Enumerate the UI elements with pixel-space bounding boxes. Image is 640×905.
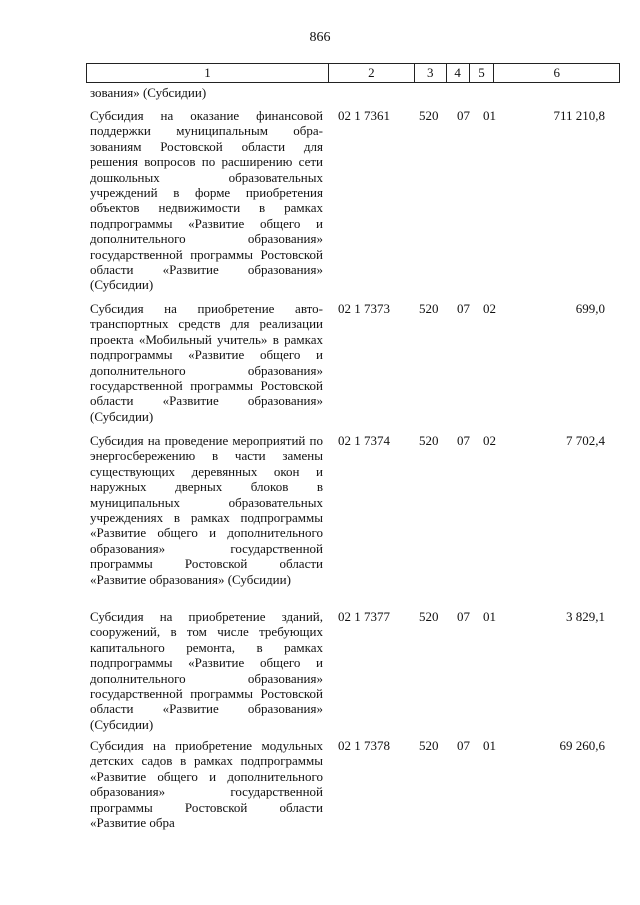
row-code: 02 1 7377 xyxy=(338,609,390,624)
row-amount: 711 210,8 xyxy=(553,108,605,123)
header-col-3: 3 xyxy=(415,64,447,82)
row-description: Субсидия на приобретение зданий, сооружений, в том числе требующих капитального ремонта, в рамках подпрограммы «Развитие общего и дополнительного образования» государственной программы Ростовской области «Развитие образования» (Субсидии) xyxy=(90,609,323,732)
row-col-4: 07 xyxy=(457,609,470,624)
row-col-3: 520 xyxy=(419,108,439,123)
row-col-4: 07 xyxy=(457,738,470,753)
row-col-5: 01 xyxy=(483,738,496,753)
row-col-3: 520 xyxy=(419,433,439,448)
row-col-4: 07 xyxy=(457,433,470,448)
header-col-1: 1 xyxy=(87,64,329,82)
row-col-5: 01 xyxy=(483,609,496,624)
table-header xyxy=(86,63,620,83)
row-code: 02 1 7374 xyxy=(338,433,390,448)
row-col-3: 520 xyxy=(419,301,439,316)
row-col-3: 520 xyxy=(419,738,439,753)
row-amount: 3 829,1 xyxy=(566,609,605,624)
row-col-5: 02 xyxy=(483,301,496,316)
continuation-text: зования» (Субсидии) xyxy=(90,85,207,100)
row-col-4: 07 xyxy=(457,301,470,316)
row-amount: 699,0 xyxy=(575,301,605,316)
row-col-4: 07 xyxy=(457,108,470,123)
row-description: Субсидия на проведение мероприятий по энергосбережению в части замены существующих деревянных окон и наружных дверных блоков в муниципальных образовательных учреждениях в рамках подпрограммы «Развитие общего и дополнительного образования» государственной программы Ростовской области «Развитие образования» (Субсидии) xyxy=(90,433,323,587)
row-description: Субсидия на приобретение модульных детских садов в рамках подпрограммы «Развитие общего и дополнительного образования» государственной программы Ростовской области «Развитие обра xyxy=(90,738,323,831)
row-amount: 69 260,6 xyxy=(559,738,605,753)
page-number: 866 xyxy=(309,30,331,45)
row-description: Субсидия на приобретение автотранспортных средств для реализации проекта «Мобильный учитель» в рамках подпрограммы «Развитие общего и дополнительного образования» государственной программы Ростовской области «Развитие образования» (Субсидии) xyxy=(90,301,323,424)
row-code: 02 1 7361 xyxy=(338,108,390,123)
row-description: Субсидия на оказание финансовой поддержки муниципальным образованиям Ростовской области для решения вопросов по расширению сети дошкольных образовательных учреждений в форме приобретения объектов недвижимости в рамках подпрограммы «Развитие общего и дополнительного образования» государственной программы Ростовской области «Развитие образования» (Субсидии) xyxy=(90,108,323,293)
header-col-2: 2 xyxy=(329,64,415,82)
row-col-5: 01 xyxy=(483,108,496,123)
row-col-3: 520 xyxy=(419,609,439,624)
header-col-5: 5 xyxy=(470,64,495,82)
header-col-4: 4 xyxy=(447,64,470,82)
header-col-6: 6 xyxy=(553,65,560,80)
row-code: 02 1 7373 xyxy=(338,301,390,316)
row-amount: 7 702,4 xyxy=(566,433,605,448)
row-col-5: 02 xyxy=(483,433,496,448)
row-code: 02 1 7378 xyxy=(338,738,390,753)
